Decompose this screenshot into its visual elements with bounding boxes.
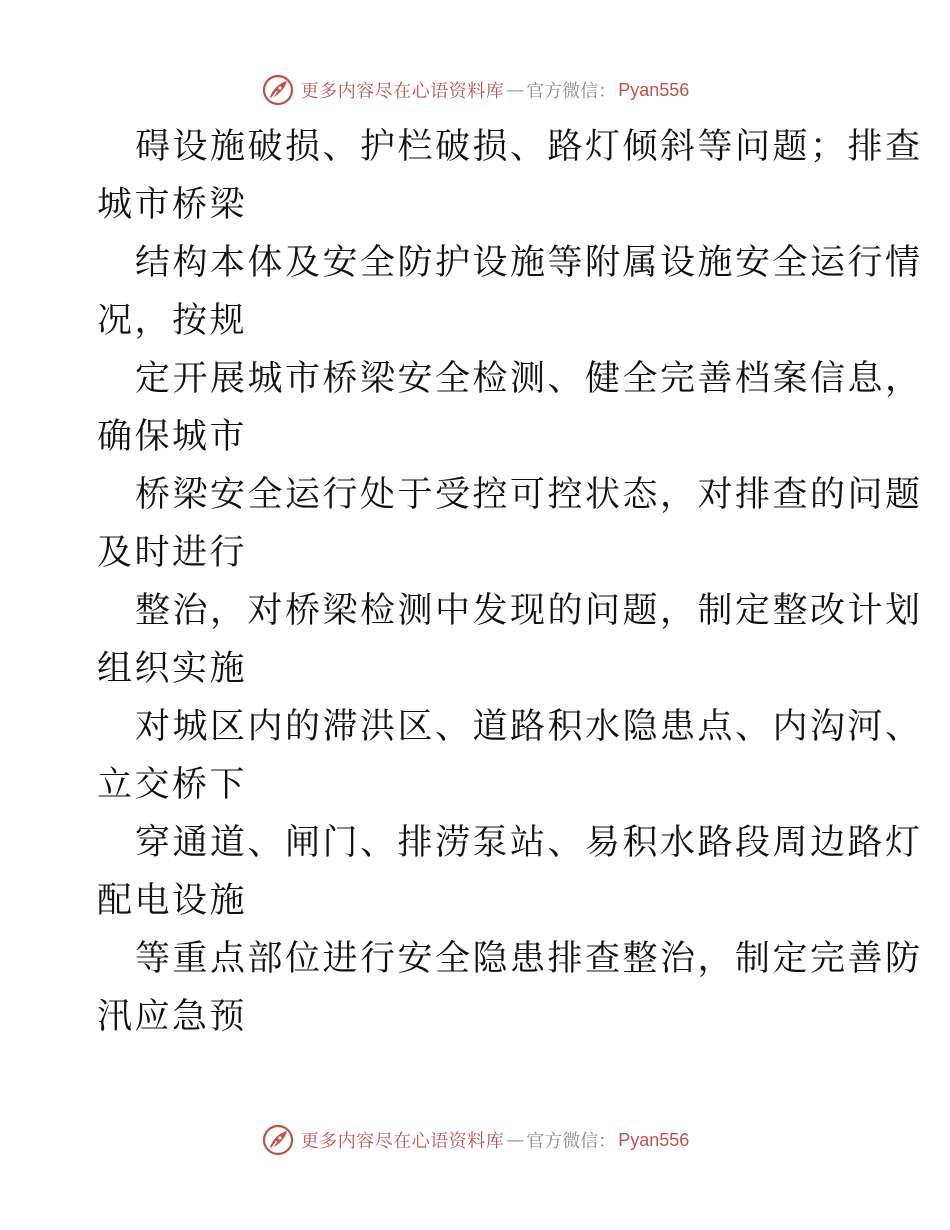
- banner-wechat-label: 官方微信：: [526, 1131, 617, 1152]
- paragraph-line: 等重点部位进行安全隐患排查整治，制定完善防: [135, 939, 923, 979]
- paragraph: [97, 350, 923, 466]
- paragraph-line: 及时进行: [97, 533, 248, 573]
- paragraph: [97, 234, 923, 350]
- pen-nib-logo-icon: [261, 1123, 295, 1157]
- paragraph: [97, 814, 923, 930]
- paragraph-line: 整治，对桥梁检测中发现的问题，制定整改计划: [135, 591, 923, 631]
- banner-brand-text: 更多内容尽在心语资料库: [300, 1131, 505, 1152]
- footer-banner: [0, 1120, 950, 1160]
- banner-wechat-id: Pyan556: [618, 1129, 690, 1150]
- paragraph-line: 组织实施: [97, 649, 248, 689]
- paragraph-line: 城市桥梁: [97, 185, 248, 225]
- paragraph-line: 对城区内的滞洪区、道路积水隐患点、内沟河、: [135, 707, 923, 747]
- banner-wechat-id: Pyan556: [618, 79, 690, 100]
- paragraph-line: 碍设施破损、护栏破损、路灯倾斜等问题；排查: [135, 127, 923, 167]
- banner-separator: —: [506, 1129, 525, 1151]
- document-body: [97, 118, 923, 1046]
- paragraph-line: 结构本体及安全防护设施等附属设施安全运行情: [135, 243, 923, 283]
- banner-brand-text: 更多内容尽在心语资料库: [300, 81, 505, 102]
- header-banner: [0, 70, 950, 110]
- paragraph: [97, 118, 923, 234]
- paragraph-line: 配电设施: [97, 881, 248, 921]
- paragraph: [97, 582, 923, 698]
- pen-nib-logo-icon: [261, 73, 295, 107]
- banner-separator: —: [506, 79, 525, 101]
- banner-wechat-label: 官方微信：: [526, 81, 617, 102]
- paragraph: [97, 466, 923, 582]
- paragraph-line: 穿通道、闸门、排涝泵站、易积水路段周边路灯: [135, 823, 923, 863]
- paragraph-line: 立交桥下: [97, 765, 248, 805]
- paragraph-line: 况，按规: [97, 301, 248, 341]
- paragraph-line: 汛应急预: [97, 997, 248, 1037]
- paragraph-line: 桥梁安全运行处于受控可控状态，对排查的问题: [135, 475, 923, 515]
- paragraph-line: 确保城市: [97, 417, 248, 457]
- paragraph: [97, 930, 923, 1046]
- paragraph-line: 定开展城市桥梁安全检测、健全完善档案信息，: [135, 359, 923, 399]
- paragraph: [97, 698, 923, 814]
